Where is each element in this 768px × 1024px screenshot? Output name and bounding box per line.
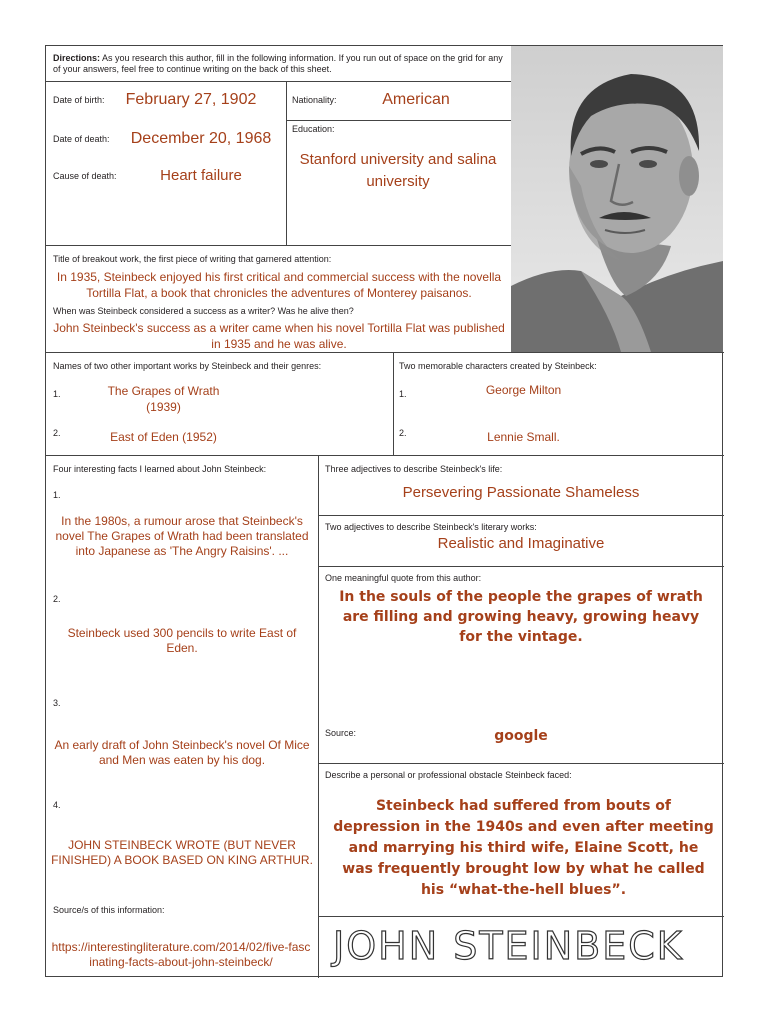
fact-4: JOHN STEINBECK WROTE (BUT NEVER FINISHED) A BOOK BASED ON KING ARTHUR. (51, 838, 313, 867)
work-1-num: 1. (53, 389, 61, 399)
fact-4-num: 4. (53, 800, 61, 810)
directions (53, 53, 505, 75)
divider (318, 515, 724, 516)
nationality-value: American (382, 91, 450, 108)
cause-value: Heart failure (160, 167, 242, 184)
author-name-banner: JOHN STEINBECK (333, 924, 684, 968)
nationality-label: Nationality: (292, 95, 337, 105)
portrait-image (511, 46, 723, 352)
work-1 (86, 383, 241, 415)
quote-source-value: google (494, 728, 548, 744)
divider (318, 455, 319, 978)
character-2: Lennie Small. (487, 430, 560, 444)
divider (46, 245, 511, 246)
fact-2: Steinbeck used 300 pencils to write East of Eden. (67, 626, 297, 655)
life-adjectives-value: Persevering Passionate Shameless (402, 484, 640, 501)
divider (318, 916, 724, 917)
fact-1-num: 1. (53, 490, 61, 500)
facts-source-link[interactable]: https://interestingliterature.com/2014/02/five-fascinating-facts-about-john-steinbeck/ (51, 940, 311, 969)
work-1-title: The Grapes of Wrath (107, 384, 220, 398)
work-adjectives-label: Two adjectives to describe Steinbeck's literary works: (325, 522, 537, 532)
divider (318, 566, 724, 567)
character-1: George Milton (485, 383, 562, 397)
work-adjectives-value: Realistic and Imaginative (437, 535, 605, 552)
quote-label: One meaningful quote from this author: (325, 573, 482, 583)
birth-label: Date of birth: (53, 95, 105, 105)
obstacle-label: Describe a personal or professional obstacle Steinbeck faced: (325, 770, 572, 780)
divider (46, 352, 724, 353)
divider (46, 455, 724, 456)
success-label: When was Steinbeck considered a success as a writer? Was he alive then? (53, 306, 354, 316)
divider (46, 81, 511, 82)
success-value: John Steinbeck's success as a writer came when his novel Tortilla Flat was published in 1935 and he was alive. (53, 321, 505, 351)
directions-label: Directions: (53, 53, 101, 63)
divider (393, 352, 394, 455)
work-1-year: (1939) (146, 400, 181, 414)
death-value: December 20, 1968 (130, 130, 272, 147)
divider (286, 120, 511, 121)
divider (286, 81, 287, 245)
breakout-label: Title of breakout work, the first piece of writing that garnered attention: (53, 254, 332, 264)
character-2-num: 2. (399, 428, 407, 438)
divider (318, 763, 724, 764)
worksheet (45, 45, 723, 977)
facts-source-label: Source/s of this information: (53, 905, 165, 915)
directions-text: As you research this author, fill in the following information. If you run out of space on the grid for any of your answers, feel free to continue writing on the back of this sheet. (53, 53, 503, 74)
facts-label: Four interesting facts I learned about John Steinbeck: (53, 464, 267, 474)
death-label: Date of death: (53, 134, 110, 144)
quote-source-label: Source: (325, 728, 357, 738)
breakout-value: In 1935, Steinbeck enjoyed his first critical and commercial success with the novella Tortilla Flat, a book that chronicles the adventures of Monterey paisanos. (56, 270, 502, 300)
characters-label: Two memorable characters created by Steinbeck: (399, 361, 597, 371)
works-label: Names of two other important works by Steinbeck and their genres: (53, 361, 322, 371)
character-1-num: 1. (399, 389, 407, 399)
life-adjectives-label: Three adjectives to describe Steinbeck's life: (325, 464, 503, 474)
fact-1: In the 1980s, a rumour arose that Steinbeck's novel The Grapes of Wrath had been translated into Japanese as 'The Angry Raisins'. ... (55, 514, 309, 558)
work-2: East of Eden (1952) (110, 430, 217, 444)
quote-value: In the souls of the people the grapes of wrath are filling and growing heavy, growing heavy for the vintage. (339, 589, 703, 645)
work-2-num: 2. (53, 428, 61, 438)
author-portrait (511, 46, 723, 352)
birth-value: February 27, 1902 (125, 91, 257, 108)
education-value: Stanford university and salina university (299, 151, 497, 190)
fact-3-num: 3. (53, 698, 61, 708)
fact-3: An early draft of John Steinbeck's novel Of Mice and Men was eaten by his dog. (54, 738, 310, 767)
fact-2-num: 2. (53, 594, 61, 604)
obstacle-value: Steinbeck had suffered from bouts of depression in the 1940s and even after meeting and marrying his third wife, Elaine Scott, he was frequently brought low by what he called his “what-the-hell blues”. (333, 798, 714, 898)
education-label: Education: (292, 124, 335, 134)
cause-label: Cause of death: (53, 171, 117, 181)
